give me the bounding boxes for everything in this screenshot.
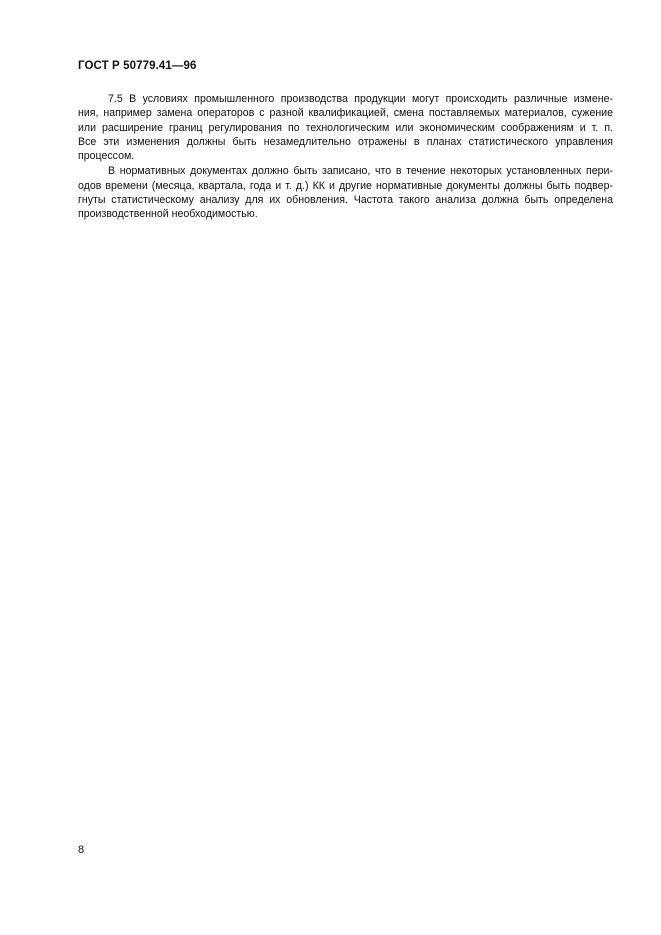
paragraph-line: ния, например замена операторов с разной квалификацией, смена поставляемых материалов, сужение	[78, 107, 613, 120]
page-number: 8	[78, 844, 85, 856]
paragraph-line: гнуты статистическому анализу для их обновления. Частота такого анализа должна быть определена	[78, 194, 613, 207]
paragraph-line: производственной необходимостью.	[78, 208, 258, 221]
paragraph-normative-documents	[78, 164, 613, 221]
paragraph-line: 7.5 В условиях промышленного производства продукции могут происходить различные измене-	[108, 93, 613, 105]
paragraph-line: Все эти изменения должны быть незамедлительно отражены в планах статистического управления	[78, 135, 613, 148]
standard-code: ГОСТ Р 50779.41—96	[78, 60, 197, 72]
paragraph-line: одов времени (месяца, квартала, года и т. д.) КК и другие нормативные документы должны быть подвер-	[78, 179, 613, 192]
document-header	[78, 60, 196, 72]
paragraph-7-5	[78, 92, 613, 163]
paragraph-line: или расширение границ регулирования по технологическим или экономическим соображениям и т. п.	[78, 121, 613, 134]
paragraph-line: В нормативных документах должно быть записано, что в течение некоторых установленных пери-	[108, 165, 613, 178]
document-body	[78, 92, 613, 222]
paragraph-line: процессом.	[78, 150, 135, 163]
